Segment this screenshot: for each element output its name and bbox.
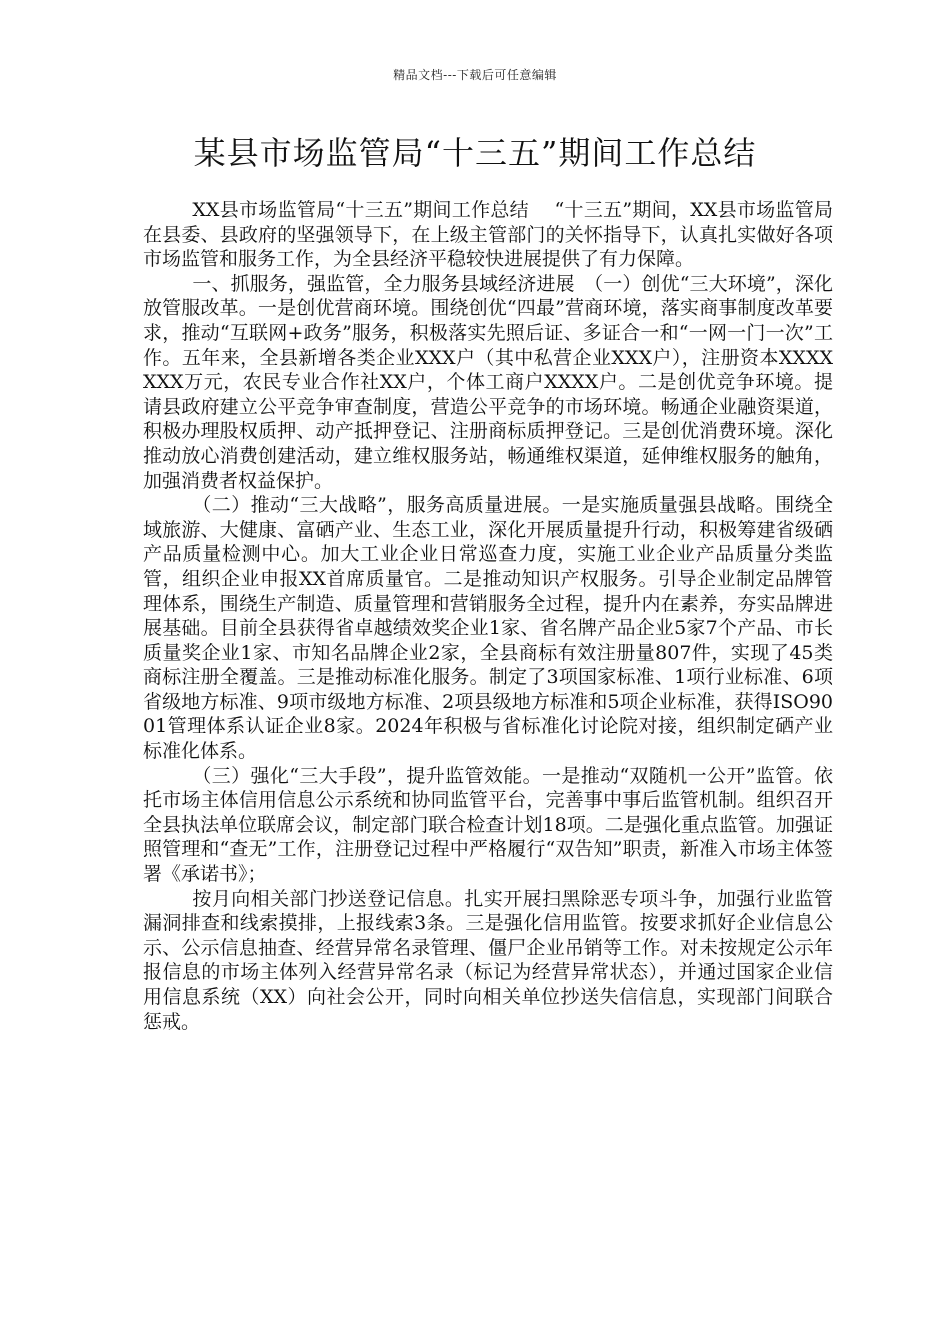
- paragraph-section-3-continued: 按月向相关部门抄送登记信息。扎实开展扫黑除恶专项斗争，加强行业监管漏洞排查和线索摸排，上报线索3条。三是强化信用监管。按要求抓好企业信息公示、公示信息抽查、经营异常名录管理、僵尸企业吊销等工作。对未按规定公示年报信息的市场主体列入经营异常名录（标记为经营异常状态），并通过国家企业信用信息系统（XX）向社会公开，同时向相关单位抄送失信信息，实现部门间联合惩戒。: [143, 887, 833, 1033]
- header-note: 精品文档---下载后可任意编辑: [393, 68, 557, 82]
- paragraph-intro: XX县市场监管局“十三五”期间工作总结 “十三五”期间，XX县市场监管局在县委、县政府的坚强领导下，在上级主管部门的关怀指导下，认真扎实做好各项市场监管和服务工作，为全县经济平稳较快进展提供了有力保障。: [143, 199, 833, 271]
- document-body: [143, 198, 833, 1034]
- paragraph-section-2: （二）推动“三大战略”，服务高质量进展。一是实施质量强县战略。围绕全域旅游、大健康、富硒产业、生态工业，深化开展质量提升行动，积极筹建省级硒产品质量检测中心。加大工业企业日常巡查力度，实施工业企业产品质量分类监管，组织企业申报XX首席质量官。二是推动知识产权服务。引导企业制定品牌管理体系，围绕生产制造、质量管理和营销服务全过程，提升内在素养，夯实品牌进展基础。目前全县获得省卓越绩效奖企业1家、省名牌产品企业5家7个产品、市长质量奖企业1家、市知名品牌企业2家，全县商标有效注册量807件，实现了45类商标注册全覆盖。三是推动标准化服务。制定了3项国家标准、1项行业标准、6项省级地方标准、9项市级地方标准、2项县级地方标准和5项企业标准，获得ISO9001管理体系认证企业8家。2024年积极与省标准化讨论院对接，组织制定硒产业标准化体系。: [143, 494, 833, 763]
- document-title: 某县市场监管局“十三五”期间工作总结: [193, 134, 757, 172]
- paragraph-section-1: 一、抓服务，强监管，全力服务县域经济进展 （一）创优“三大环境”，深化放管服改革。一是创优营商环境。围绕创优“四最”营商环境，落实商事制度改革要求，推动“互联网+政务”服务，积极落实先照后证、多证合一和“一网一门一次”工作。五年来，全县新增各类企业XXX户（其中私营企业XXX户），注册资本XXXXXXX万元，农民专业合作社XX户，个体工商户XXXX户。二是创优竞争环境。提请县政府建立公平竞争审查制度，营造公平竞争的市场环境。畅通企业融资渠道，积极办理股权质押、动产抵押登记、注册商标质押登记。三是创优消费环境。深化推动放心消费创建活动，建立维权服务站，畅通维权渠道，延伸维权服务的触角，加强消费者权益保护。: [143, 272, 833, 492]
- paragraph-section-3: （三）强化“三大手段”，提升监管效能。一是推动“双随机一公开”监管。依托市场主体信用信息公示系统和协同监管平台，完善事中事后监管机制。组织召开全县执法单位联席会议，制定部门联合检查计划18项。二是强化重点监管。加强证照管理和“查无”工作，注册登记过程中严格履行“双告知”职责，新准入市场主体签署《承诺书》；: [143, 764, 833, 886]
